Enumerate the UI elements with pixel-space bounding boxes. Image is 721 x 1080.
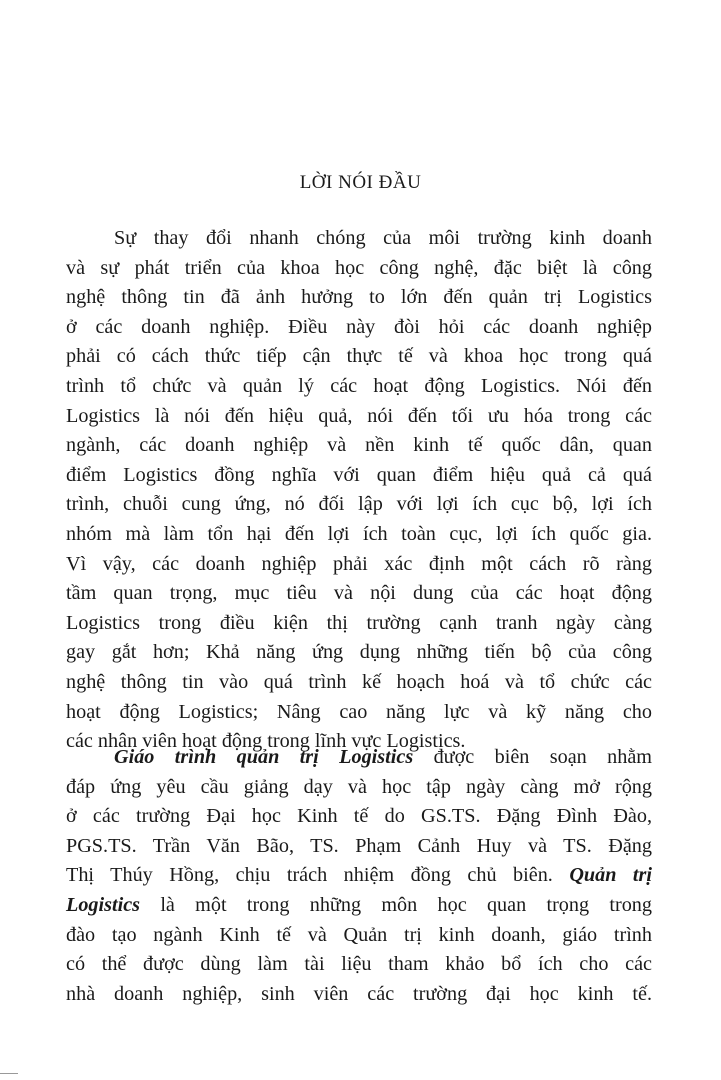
text-line: các nhân viên hoạt động trong lĩnh vực Logistics. [66, 730, 466, 753]
text-line: có thể được dùng làm tài liệu tham khảo bổ ích cho các [66, 953, 652, 976]
text-line: nhà doanh nghiệp, sinh viên các trường đại học kinh tế. [66, 982, 652, 1005]
text-span: Thị Thúy Hồng, chịu trách nhiệm đồng chủ biên. [66, 864, 570, 887]
text-span: là một trong những môn học quan trọng trong [140, 893, 652, 916]
text-line: trình, chuỗi cung ứng, nó đối lập với lợi ích cục bộ, lợi ích [66, 493, 652, 516]
text-line: nhóm mà làm tổn hại đến lợi ích toàn cục, lợi ích quốc gia. [66, 522, 652, 545]
text-line: PGS.TS. Trần Văn Bão, TS. Phạm Cảnh Huy và TS. Đặng [66, 834, 652, 857]
text-line: Logistics là nói đến hiệu quả, nói đến tối ưu hóa trong các [66, 404, 652, 427]
text-line: Sự thay đổi nhanh chóng của môi trường kinh doanh [114, 227, 652, 249]
text-line: điểm Logistics đồng nghĩa với quan điểm hiệu quả cả quá [66, 463, 652, 486]
text-line: ở các trường Đại học Kinh tế do GS.TS. Đặng Đình Đào, [66, 805, 652, 828]
text-line: nghệ thông tin vào quá trình kế hoạch hoá và tổ chức các [66, 670, 652, 693]
text-line: gay gắt hơn; Khả năng ứng dụng những tiến bộ của công [66, 641, 652, 664]
course-title-emphasis: Quản trị [569, 864, 653, 887]
text-line: nghệ thông tin đã ảnh hưởng to lớn đến quản trị Logistics [66, 286, 652, 309]
text-span: được biên soạn nhằm [413, 746, 653, 768]
scan-edge-mark [0, 1073, 18, 1080]
text-line [66, 861, 652, 891]
text-line: đáp ứng yêu cầu giảng dạy và học tập ngày càng mở rộng [66, 775, 652, 798]
text-line [66, 891, 652, 921]
course-title-emphasis: Logistics [66, 893, 141, 916]
text-line: phải có cách thức tiếp cận thực tế và khoa học trong quá [66, 345, 652, 368]
text-line: Vì vậy, các doanh nghiệp phải xác định một cách rõ ràng [66, 552, 652, 575]
text-line: hoạt động Logistics; Nâng cao năng lực và kỹ năng cho [66, 700, 652, 723]
text-line [66, 743, 652, 773]
text-line: tầm quan trọng, mục tiêu và nội dung của các hoạt động [66, 582, 652, 605]
text-line: và sự phát triển của khoa học công nghệ, đặc biệt là công [66, 256, 652, 279]
book-title-emphasis: Giáo trình quản trị Logistics [114, 746, 414, 768]
text-line: trình tổ chức và quản lý các hoạt động Logistics. Nói đến [66, 374, 652, 397]
text-line: đào tạo ngành Kinh tế và Quản trị kinh doanh, giáo trình [66, 923, 652, 946]
page-title: LỜI NÓI ĐẦU [299, 172, 422, 193]
paragraph-2 [66, 743, 652, 1009]
text-line: Logistics trong điều kiện thị trường cạnh tranh ngày càng [66, 611, 652, 634]
paragraph-1 [66, 224, 652, 757]
text-line: ngành, các doanh nghiệp và nền kinh tế quốc dân, quan [66, 434, 652, 457]
text-line: ở các doanh nghiệp. Điều này đòi hỏi các doanh nghiệp [66, 315, 652, 338]
